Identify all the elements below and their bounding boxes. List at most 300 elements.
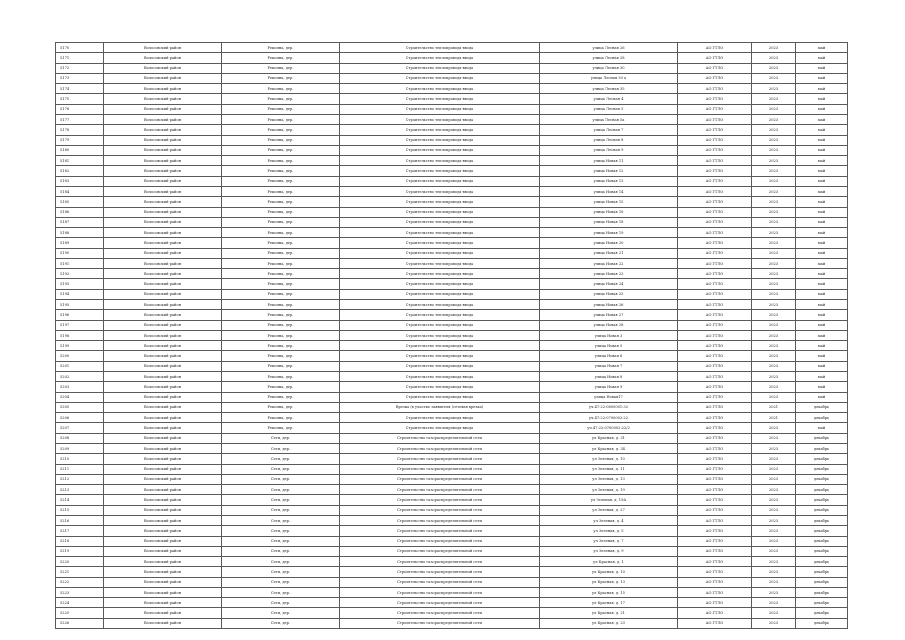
work-type-cell: Строительство теплопровода-ввода — [340, 289, 540, 299]
month-cell: май — [796, 176, 848, 186]
settlement-cell: Рекопна, дер. — [222, 238, 340, 248]
month-cell: май — [796, 114, 848, 124]
month-cell: май — [796, 104, 848, 114]
month-cell: май — [796, 84, 848, 94]
year-cell: 2023 — [752, 515, 796, 525]
district-cell: Волосовский район — [104, 63, 222, 73]
district-cell: Волосовский район — [104, 526, 222, 536]
settlement-cell: Рекопна, дер. — [222, 63, 340, 73]
address-cell: улица Новая 24 — [540, 279, 678, 289]
district-cell: Волосовский район — [104, 577, 222, 587]
month-cell: май — [796, 228, 848, 238]
row-number-cell: 5183 — [56, 176, 104, 186]
organization-cell: АО ГТЛО — [678, 207, 752, 217]
document-table — [55, 42, 848, 629]
settlement-cell: Рекопна, дер. — [222, 289, 340, 299]
settlement-cell: Рекопна, дер. — [222, 156, 340, 166]
month-cell: май — [796, 320, 848, 330]
month-cell: май — [796, 186, 848, 196]
year-cell: 2023 — [752, 197, 796, 207]
address-cell: улица Новая 7 — [540, 361, 678, 371]
month-cell: декабрь — [796, 485, 848, 495]
month-cell: май — [796, 372, 848, 382]
month-cell: декабрь — [796, 526, 848, 536]
year-cell: 2023 — [752, 546, 796, 556]
district-cell: Волосовский район — [104, 94, 222, 104]
work-type-cell: Строительство газораспределительной сети — [340, 618, 540, 628]
settlement-cell: Сеги, дер. — [222, 505, 340, 515]
month-cell: декабрь — [796, 598, 848, 608]
month-cell: декабрь — [796, 454, 848, 464]
year-cell: 2023 — [752, 289, 796, 299]
month-cell: декабрь — [796, 495, 848, 505]
address-cell: улица Новая 16 — [540, 207, 678, 217]
table-row — [56, 546, 848, 556]
organization-cell: АО ГТЛО — [678, 361, 752, 371]
year-cell: 2023 — [752, 474, 796, 484]
row-number-cell: 5179 — [56, 135, 104, 145]
table-row — [56, 618, 848, 628]
district-cell: Волосовский район — [104, 536, 222, 546]
month-cell: май — [796, 423, 848, 433]
settlement-cell: Сеги, дер. — [222, 485, 340, 495]
year-cell: 2023 — [752, 464, 796, 474]
address-cell: ул Красная, д. 1 — [540, 557, 678, 567]
year-cell: 2023 — [752, 361, 796, 371]
district-cell: Волосовский район — [104, 454, 222, 464]
table-body — [56, 43, 848, 629]
organization-cell: АО ГТЛО — [678, 474, 752, 484]
month-cell: май — [796, 207, 848, 217]
settlement-cell: Рекопна, дер. — [222, 258, 340, 268]
settlement-cell: Рекопна, дер. — [222, 392, 340, 402]
row-number-cell: 5221 — [56, 567, 104, 577]
address-cell: ул Зеленая, д. 27 — [540, 505, 678, 515]
organization-cell: АО ГТЛО — [678, 402, 752, 412]
table-row — [56, 423, 848, 433]
district-cell: Волосовский район — [104, 310, 222, 320]
work-type-cell: Строительство газораспределительной сети — [340, 608, 540, 618]
address-cell: улица Лесная 9 — [540, 145, 678, 155]
address-cell: улица Новая 3 — [540, 330, 678, 340]
year-cell: 2023 — [752, 104, 796, 114]
row-number-cell: 5199 — [56, 341, 104, 351]
address-cell: улица Новая 13 — [540, 176, 678, 186]
table-row — [56, 207, 848, 217]
row-number-cell: 5209 — [56, 443, 104, 453]
row-number-cell: 5218 — [56, 536, 104, 546]
district-cell: Волосовский район — [104, 546, 222, 556]
district-cell: Волосовский район — [104, 372, 222, 382]
month-cell: декабрь — [796, 433, 848, 443]
settlement-cell: Рекопна, дер. — [222, 330, 340, 340]
table-row — [56, 145, 848, 155]
settlement-cell: Рекопна, дер. — [222, 53, 340, 63]
row-number-cell: 5173 — [56, 73, 104, 83]
month-cell: декабрь — [796, 557, 848, 567]
month-cell: декабрь — [796, 546, 848, 556]
year-cell: 2023 — [752, 392, 796, 402]
row-number-cell: 5211 — [56, 464, 104, 474]
district-cell: Волосовский район — [104, 433, 222, 443]
address-cell: улица Новая 18 — [540, 217, 678, 227]
year-cell: 2023 — [752, 454, 796, 464]
table-row — [56, 238, 848, 248]
month-cell: май — [796, 269, 848, 279]
district-cell: Волосовский район — [104, 228, 222, 238]
settlement-cell: Рекопна, дер. — [222, 300, 340, 310]
row-number-cell: 5223 — [56, 587, 104, 597]
work-type-cell: Строительство теплопровода-ввода — [340, 423, 540, 433]
organization-cell: АО ГТЛО — [678, 238, 752, 248]
district-cell: Волосовский район — [104, 464, 222, 474]
address-cell: ул Зеленая, д. 7 — [540, 536, 678, 546]
table-row — [56, 63, 848, 73]
address-cell: ул Зеленая, д. 10 — [540, 454, 678, 464]
row-number-cell: 5201 — [56, 361, 104, 371]
table-row — [56, 43, 848, 53]
table-row — [56, 433, 848, 443]
settlement-cell: Рекопна, дер. — [222, 73, 340, 83]
settlement-cell: Рекопна, дер. — [222, 94, 340, 104]
year-cell: 2023 — [752, 495, 796, 505]
settlement-cell: Сеги, дер. — [222, 474, 340, 484]
address-cell: ул Красная, д. 13 — [540, 577, 678, 587]
work-type-cell: Строительство газораспределительной сети — [340, 433, 540, 443]
district-cell: Волосовский район — [104, 382, 222, 392]
address-cell: улица Новая 25 — [540, 289, 678, 299]
table-row — [56, 515, 848, 525]
work-type-cell: Строительство теплопровода-ввода — [340, 135, 540, 145]
work-type-cell: Строительство теплопровода-ввода — [340, 43, 540, 53]
row-number-cell: 5171 — [56, 53, 104, 63]
month-cell: май — [796, 217, 848, 227]
table-row — [56, 279, 848, 289]
row-number-cell: 5207 — [56, 423, 104, 433]
district-cell: Волосовский район — [104, 608, 222, 618]
table-row — [56, 587, 848, 597]
table-row — [56, 197, 848, 207]
year-cell: 2021 — [752, 413, 796, 423]
work-type-cell: Строительство теплопровода-ввода — [340, 125, 540, 135]
year-cell: 2023 — [752, 73, 796, 83]
district-cell: Волосовский район — [104, 145, 222, 155]
address-cell: улица Новая 8 — [540, 372, 678, 382]
district-cell: Волосовский район — [104, 474, 222, 484]
year-cell: 2023 — [752, 577, 796, 587]
district-cell: Волосовский район — [104, 567, 222, 577]
address-cell: ул Зеленая, д. 19 — [540, 485, 678, 495]
table-row — [56, 320, 848, 330]
year-cell: 2023 — [752, 598, 796, 608]
settlement-cell: Рекопна, дер. — [222, 166, 340, 176]
settlement-cell: Сеги, дер. — [222, 618, 340, 628]
table-row — [56, 485, 848, 495]
district-cell: Волосовский район — [104, 300, 222, 310]
organization-cell: АО ГТЛО — [678, 156, 752, 166]
row-number-cell: 5190 — [56, 248, 104, 258]
district-cell: Волосовский район — [104, 53, 222, 63]
month-cell: май — [796, 361, 848, 371]
work-type-cell: Строительство теплопровода-ввода — [340, 53, 540, 63]
address-cell: улица Новая 21 — [540, 248, 678, 258]
settlement-cell: Рекопна, дер. — [222, 413, 340, 423]
district-cell: Волосовский район — [104, 443, 222, 453]
year-cell: 2023 — [752, 608, 796, 618]
district-cell: Волосовский район — [104, 587, 222, 597]
year-cell: 2023 — [752, 351, 796, 361]
settlement-cell: Рекопна, дер. — [222, 145, 340, 155]
year-cell: 2023 — [752, 186, 796, 196]
work-type-cell: Строительство теплопровода-ввода — [340, 300, 540, 310]
year-cell: 2023 — [752, 526, 796, 536]
work-type-cell: Строительство теплопровода-ввода — [340, 310, 540, 320]
table-row — [56, 341, 848, 351]
year-cell: 2023 — [752, 135, 796, 145]
settlement-cell: Рекопна, дер. — [222, 228, 340, 238]
district-cell: Волосовский район — [104, 279, 222, 289]
work-type-cell: Строительство газораспределительной сети — [340, 526, 540, 536]
organization-cell: АО ГТЛО — [678, 104, 752, 114]
settlement-cell: Рекопна, дер. — [222, 351, 340, 361]
row-number-cell: 5214 — [56, 495, 104, 505]
address-cell: улица Лесная 30 а — [540, 73, 678, 83]
month-cell: май — [796, 145, 848, 155]
organization-cell: АО ГТЛО — [678, 53, 752, 63]
work-type-cell: Строительство газораспределительной сети — [340, 464, 540, 474]
address-cell: ул Красная, д. 34 — [540, 443, 678, 453]
month-cell: декабрь — [796, 567, 848, 577]
row-number-cell: 5186 — [56, 207, 104, 217]
month-cell: май — [796, 135, 848, 145]
district-cell: Волосовский район — [104, 156, 222, 166]
row-number-cell: 5219 — [56, 546, 104, 556]
table-row — [56, 258, 848, 268]
month-cell: май — [796, 351, 848, 361]
table-row — [56, 351, 848, 361]
row-number-cell: 5212 — [56, 474, 104, 484]
year-cell: 2023 — [752, 485, 796, 495]
row-number-cell: 5180 — [56, 145, 104, 155]
organization-cell: АО ГТЛО — [678, 587, 752, 597]
month-cell: май — [796, 94, 848, 104]
settlement-cell: Сеги, дер. — [222, 433, 340, 443]
row-number-cell: 5176 — [56, 104, 104, 114]
table-row — [56, 176, 848, 186]
month-cell: май — [796, 258, 848, 268]
row-number-cell: 5222 — [56, 577, 104, 587]
month-cell: май — [796, 248, 848, 258]
address-cell: улица Новая 28 — [540, 320, 678, 330]
table-row — [56, 84, 848, 94]
work-type-cell: Строительство газораспределительной сети — [340, 505, 540, 515]
month-cell: май — [796, 289, 848, 299]
work-type-cell: Строительство теплопровода-ввода — [340, 73, 540, 83]
work-type-cell: Строительство теплопровода-ввода — [340, 186, 540, 196]
year-cell: 2023 — [752, 536, 796, 546]
year-cell: 2023 — [752, 258, 796, 268]
settlement-cell: Сеги, дер. — [222, 577, 340, 587]
table-row — [56, 217, 848, 227]
settlement-cell: Рекопна, дер. — [222, 135, 340, 145]
address-cell: уч.47:22:0700002:22 — [540, 413, 678, 423]
table-row — [56, 505, 848, 515]
organization-cell: АО ГТЛО — [678, 310, 752, 320]
address-cell: ул Зеленая, д. 4 — [540, 515, 678, 525]
address-cell: улица Новая 5 — [540, 341, 678, 351]
work-type-cell: Строительство теплопровода-ввода — [340, 258, 540, 268]
year-cell: 2023 — [752, 114, 796, 124]
table-row — [56, 269, 848, 279]
table-row — [56, 73, 848, 83]
year-cell: 2023 — [752, 84, 796, 94]
district-cell: Волосовский район — [104, 238, 222, 248]
month-cell: май — [796, 156, 848, 166]
row-number-cell: 5226 — [56, 618, 104, 628]
month-cell: декабрь — [796, 577, 848, 587]
table-row — [56, 156, 848, 166]
table-row — [56, 186, 848, 196]
district-cell: Волосовский район — [104, 135, 222, 145]
table-row — [56, 248, 848, 258]
district-cell: Волосовский район — [104, 217, 222, 227]
row-number-cell: 5181 — [56, 156, 104, 166]
settlement-cell: Рекопна, дер. — [222, 341, 340, 351]
organization-cell: АО ГТЛО — [678, 186, 752, 196]
work-type-cell: Строительство газораспределительной сети — [340, 598, 540, 608]
settlement-cell: Рекопна, дер. — [222, 423, 340, 433]
organization-cell: АО ГТЛО — [678, 320, 752, 330]
work-type-cell: Строительство газораспределительной сети — [340, 587, 540, 597]
year-cell: 2023 — [752, 341, 796, 351]
settlement-cell: Рекопна, дер. — [222, 320, 340, 330]
work-type-cell: Строительство теплопровода-ввода — [340, 392, 540, 402]
table-row — [56, 608, 848, 618]
organization-cell: АО ГТЛО — [678, 546, 752, 556]
year-cell: 2023 — [752, 382, 796, 392]
row-number-cell: 5220 — [56, 557, 104, 567]
district-cell: Волосовский район — [104, 186, 222, 196]
district-cell: Волосовский район — [104, 207, 222, 217]
work-type-cell: Строительство теплопровода-ввода — [340, 351, 540, 361]
year-cell: 2021 — [752, 402, 796, 412]
year-cell: 2023 — [752, 423, 796, 433]
work-type-cell: Строительство теплопровода-ввода — [340, 176, 540, 186]
work-type-cell: Строительство теплопровода-ввода — [340, 207, 540, 217]
month-cell: декабрь — [796, 515, 848, 525]
month-cell: май — [796, 238, 848, 248]
organization-cell: АО ГТЛО — [678, 536, 752, 546]
table-row — [56, 536, 848, 546]
address-cell: улица Лесная 7 — [540, 125, 678, 135]
work-type-cell: Строительство газораспределительной сети — [340, 515, 540, 525]
row-number-cell: 5206 — [56, 413, 104, 423]
work-type-cell: Строительство теплопровода-ввода — [340, 330, 540, 340]
district-cell: Волосовский район — [104, 598, 222, 608]
year-cell: 2023 — [752, 433, 796, 443]
settlement-cell: Рекопна, дер. — [222, 114, 340, 124]
row-number-cell: 5177 — [56, 114, 104, 124]
table-row — [56, 114, 848, 124]
settlement-cell: Рекопна, дер. — [222, 269, 340, 279]
table-row — [56, 166, 848, 176]
row-number-cell: 5170 — [56, 43, 104, 53]
row-number-cell: 5213 — [56, 485, 104, 495]
work-type-cell: Строительство теплопровода-ввода — [340, 114, 540, 124]
address-cell: ул Зеленая, д. 9 — [540, 546, 678, 556]
district-cell: Волосовский район — [104, 125, 222, 135]
row-number-cell: 5189 — [56, 238, 104, 248]
year-cell: 2023 — [752, 300, 796, 310]
district-cell: Волосовский район — [104, 258, 222, 268]
table-row — [56, 598, 848, 608]
organization-cell: АО ГТЛО — [678, 94, 752, 104]
table-row — [56, 300, 848, 310]
settlement-cell: Рекопна, дер. — [222, 217, 340, 227]
settlement-cell: Рекопна, дер. — [222, 382, 340, 392]
district-cell: Волосовский район — [104, 495, 222, 505]
district-cell: Волосовский район — [104, 402, 222, 412]
table-row — [56, 392, 848, 402]
month-cell: декабрь — [796, 505, 848, 515]
settlement-cell: Сеги, дер. — [222, 587, 340, 597]
table-row — [56, 125, 848, 135]
month-cell: декабрь — [796, 464, 848, 474]
address-cell: ул Красная, д. 21 — [540, 608, 678, 618]
address-cell: ул Красная, д. 17 — [540, 598, 678, 608]
work-type-cell: Строительство газораспределительной сети — [340, 577, 540, 587]
address-cell: ул Красная, д. 15 — [540, 587, 678, 597]
address-cell: улица Новая 20 — [540, 238, 678, 248]
organization-cell: АО ГТЛО — [678, 392, 752, 402]
organization-cell: АО ГТЛО — [678, 577, 752, 587]
month-cell: декабрь — [796, 443, 848, 453]
district-cell: Волосовский район — [104, 73, 222, 83]
work-type-cell: Строительство теплопровода-ввода — [340, 84, 540, 94]
year-cell: 2023 — [752, 587, 796, 597]
organization-cell: АО ГТЛО — [678, 413, 752, 423]
district-cell: Волосовский район — [104, 248, 222, 258]
settlement-cell: Сеги, дер. — [222, 495, 340, 505]
work-type-cell: Строительство газораспределительной сети — [340, 454, 540, 464]
organization-cell: АО ГТЛО — [678, 73, 752, 83]
year-cell: 2023 — [752, 567, 796, 577]
month-cell: май — [796, 341, 848, 351]
organization-cell: АО ГТЛО — [678, 135, 752, 145]
settlement-cell: Сеги, дер. — [222, 443, 340, 453]
organization-cell: АО ГТЛО — [678, 63, 752, 73]
organization-cell: АО ГТЛО — [678, 423, 752, 433]
organization-cell: АО ГТЛО — [678, 454, 752, 464]
month-cell: май — [796, 63, 848, 73]
district-cell: Волосовский район — [104, 505, 222, 515]
organization-cell: АО ГТЛО — [678, 84, 752, 94]
district-cell: Волосовский район — [104, 269, 222, 279]
row-number-cell: 5217 — [56, 526, 104, 536]
table-row — [56, 526, 848, 536]
settlement-cell: Рекопна, дер. — [222, 310, 340, 320]
table-row — [56, 228, 848, 238]
year-cell: 2023 — [752, 145, 796, 155]
settlement-cell: Рекопна, дер. — [222, 43, 340, 53]
settlement-cell: Рекопна, дер. — [222, 402, 340, 412]
district-cell: Волосовский район — [104, 618, 222, 628]
month-cell: май — [796, 392, 848, 402]
row-number-cell: 5205 — [56, 402, 104, 412]
organization-cell: АО ГТЛО — [678, 197, 752, 207]
work-type-cell: Строительство теплопровода-ввода — [340, 94, 540, 104]
district-cell: Волосовский район — [104, 361, 222, 371]
